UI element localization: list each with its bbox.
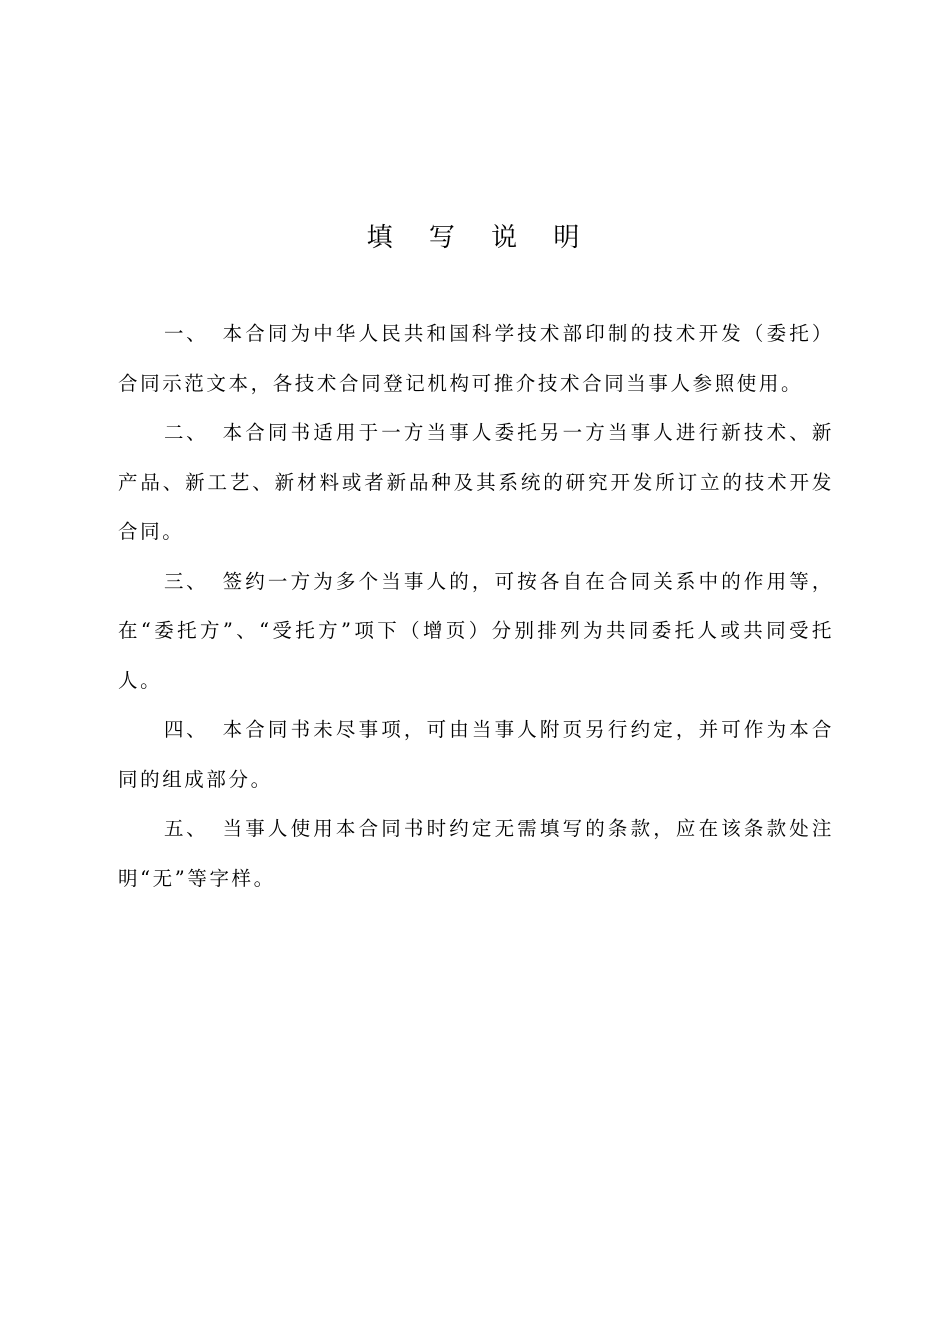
instructions-list bbox=[118, 309, 834, 903]
item-text: 本合同书适用于一方当事人委托另一方当事人进行新技术、新产品、新工艺、新材料或者新品种及其系统的研究开发所订立的技术开发合同。 bbox=[118, 421, 834, 543]
instruction-item-2 bbox=[118, 408, 834, 557]
item-number: 一、 bbox=[164, 322, 209, 345]
page-title: 填 写 说 明 bbox=[366, 223, 594, 253]
item-text: 本合同为中华人民共和国科学技术部印制的技术开发（委托）合同示范文本，各技术合同登记机构可推介技术合同当事人参照使用。 bbox=[118, 322, 834, 395]
instruction-item-5 bbox=[118, 804, 834, 903]
item-number: 二、 bbox=[164, 421, 209, 444]
instruction-item-1 bbox=[118, 309, 834, 408]
item-number: 三、 bbox=[164, 569, 209, 593]
instruction-item-3 bbox=[118, 557, 834, 706]
item-number: 四、 bbox=[164, 718, 209, 741]
item-text: 当事人使用本合同书时约定无需填写的条款，应在该条款处注明“无”等字样。 bbox=[118, 817, 834, 890]
item-number: 五、 bbox=[164, 817, 209, 840]
item-text: 签约一方为多个当事人的，可按各自在合同关系中的作用等，在“委托方”、“受托方”项下（增页）分别排列为共同委托人或共同受托人。 bbox=[118, 569, 834, 692]
item-text: 本合同书未尽事项，可由当事人附页另行约定，并可作为本合同的组成部分。 bbox=[118, 718, 834, 791]
instruction-item-4 bbox=[118, 705, 834, 804]
